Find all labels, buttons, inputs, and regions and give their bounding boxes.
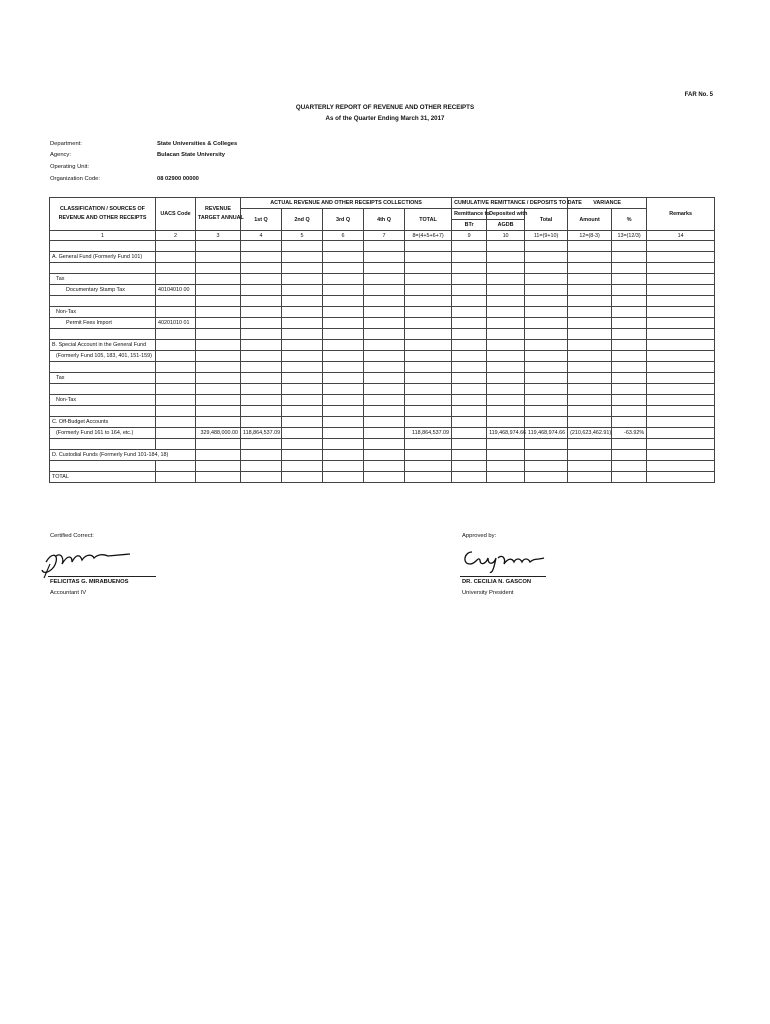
- idx-cell: 12=(8-3): [568, 231, 612, 241]
- col-remit-line1: Remittance to: [452, 209, 487, 220]
- col-q4: 4th Q: [364, 209, 405, 231]
- col-deposit-line1: Deposited with: [487, 209, 525, 220]
- table-row: [50, 351, 715, 362]
- col-amount: Amount: [568, 209, 612, 231]
- department-value: State Universities & Colleges: [157, 141, 238, 147]
- table-row: [50, 329, 715, 340]
- approved-name: DR. CECILIA N. GASCON: [462, 579, 532, 585]
- col-target: [196, 198, 244, 231]
- tax-label: Tax: [50, 274, 156, 285]
- idx-cell: 8=(4+5+6+7): [405, 231, 452, 241]
- col-deposit-line2: AGDB: [487, 220, 525, 231]
- c-var-amount: (210,623,462.91): [568, 428, 612, 439]
- table-row: [50, 296, 715, 307]
- idx-cell: 13=(12/3): [612, 231, 647, 241]
- idx-cell: 7: [364, 231, 405, 241]
- table-row: [50, 395, 715, 406]
- approved-position: University President: [462, 590, 514, 596]
- col-remarks: Remarks: [647, 198, 715, 231]
- section-b-line1: B. Special Account in the General Fund: [50, 340, 156, 351]
- org-code-label: Organization Code:: [50, 176, 100, 182]
- c-cum-total: 119,468,974.66: [525, 428, 568, 439]
- c-target: 329,488,000.00: [196, 428, 241, 439]
- table-row: [50, 461, 715, 472]
- report-subtitle: As of the Quarter Ending March 31, 2017: [325, 115, 445, 122]
- col-target-line1: REVENUE: [204, 206, 232, 212]
- certified-line: [48, 576, 156, 577]
- index-row: [50, 231, 715, 241]
- department-label: Department:: [50, 141, 82, 147]
- report-title: QUARTERLY REPORT OF REVENUE AND OTHER RECEIPTS: [295, 104, 475, 111]
- idx-cell: 1: [50, 231, 156, 241]
- revenue-table: [49, 197, 715, 483]
- idx-cell: 2: [156, 231, 196, 241]
- col-q2: 2nd Q: [282, 209, 323, 231]
- col-total: TOTAL: [405, 209, 452, 231]
- agency-label: Agency:: [50, 152, 71, 158]
- approved-line: [460, 576, 546, 577]
- idx-cell: 6: [323, 231, 364, 241]
- section-c-line1: C. Off-Budget Accounts: [50, 417, 156, 428]
- c-var-pct: -63.92%: [612, 428, 647, 439]
- header-row-1: [50, 198, 715, 209]
- table-row: [50, 274, 715, 285]
- table-row: [50, 428, 715, 439]
- section-d-label: D. Custodial Funds (Formerly Fund 101-184, 18): [50, 450, 196, 461]
- total-label: TOTAL: [50, 472, 156, 483]
- idx-cell: 9: [452, 231, 487, 241]
- agency-value: Bulacan State University: [157, 152, 225, 158]
- col-q1: 1st Q: [241, 209, 282, 231]
- section-b-line2: (Formerly Fund 105, 183, 401, 151-159): [50, 351, 156, 362]
- col-classification: CLASSIFICATION / SOURCES OF REVENUE AND OTHER RECEIPTS: [50, 198, 156, 231]
- idx-cell: 14: [647, 231, 715, 241]
- total-row: [50, 472, 715, 483]
- group-cumulative: CUMULATIVE REMITTANCE / DEPOSITS TO DATE: [452, 198, 568, 209]
- section-a-label: A. General Fund (Formerly Fund 101): [50, 252, 156, 263]
- nontax-b-label: Non-Tax: [50, 395, 156, 406]
- idx-cell: 3: [196, 231, 241, 241]
- permit-fees-code: 40201010 01: [156, 318, 196, 329]
- c-deposit: 119,468,974.66: [487, 428, 525, 439]
- idx-cell: 10: [487, 231, 525, 241]
- permit-fees-label: Permit Fees Import: [50, 318, 156, 329]
- c-total: 118,864,537.09: [405, 428, 452, 439]
- certified-name: FELICITAS G. MIRABUENOS: [50, 579, 129, 585]
- table-row: [50, 285, 715, 296]
- certified-signature: [38, 540, 138, 580]
- operating-unit-label: Operating Unit:: [50, 164, 89, 170]
- form-number: FAR No. 5: [684, 92, 713, 98]
- table-row: [50, 450, 715, 461]
- col-remit-line2: BTr: [452, 220, 487, 231]
- c-q1: 118,864,537.09: [241, 428, 282, 439]
- approved-signature: [458, 544, 548, 574]
- table-row: [50, 384, 715, 395]
- col-q3: 3rd Q: [323, 209, 364, 231]
- doc-stamp-label: Documentary Stamp Tax: [50, 285, 156, 296]
- col-pct: %: [612, 209, 647, 231]
- table-row: [50, 406, 715, 417]
- group-variance: VARIANCE: [568, 198, 647, 209]
- certified-label: Certified Correct:: [50, 533, 94, 539]
- idx-cell: 4: [241, 231, 282, 241]
- table-row: [50, 439, 715, 450]
- idx-cell: 5: [282, 231, 323, 241]
- col-uacs: UACS Code: [156, 198, 196, 231]
- group-actual: ACTUAL REVENUE AND OTHER RECEIPTS COLLECTIONS: [241, 198, 452, 209]
- approved-label: Approved by:: [462, 533, 497, 539]
- table-row: [50, 417, 715, 428]
- table-row: [50, 362, 715, 373]
- table-row: [50, 318, 715, 329]
- table-row: [50, 340, 715, 351]
- col-cum-total: Total: [525, 209, 568, 231]
- table-row: [50, 252, 715, 263]
- section-c-line2: (Formerly Fund 161 to 164, etc.): [50, 428, 156, 439]
- doc-stamp-code: 40104010 00: [156, 285, 196, 296]
- table-row: [50, 263, 715, 274]
- table-row: [50, 241, 715, 252]
- nontax-label: Non-Tax: [50, 307, 156, 318]
- certified-position: Accountant IV: [50, 590, 87, 596]
- table-row: [50, 307, 715, 318]
- table-row: [50, 373, 715, 384]
- org-code-value: 08 02900 00000: [157, 176, 199, 182]
- idx-cell: 11=(9+10): [525, 231, 568, 241]
- tax-b-label: Tax: [50, 373, 156, 384]
- col-target-line2: TARGET ANNUAL: [198, 215, 244, 221]
